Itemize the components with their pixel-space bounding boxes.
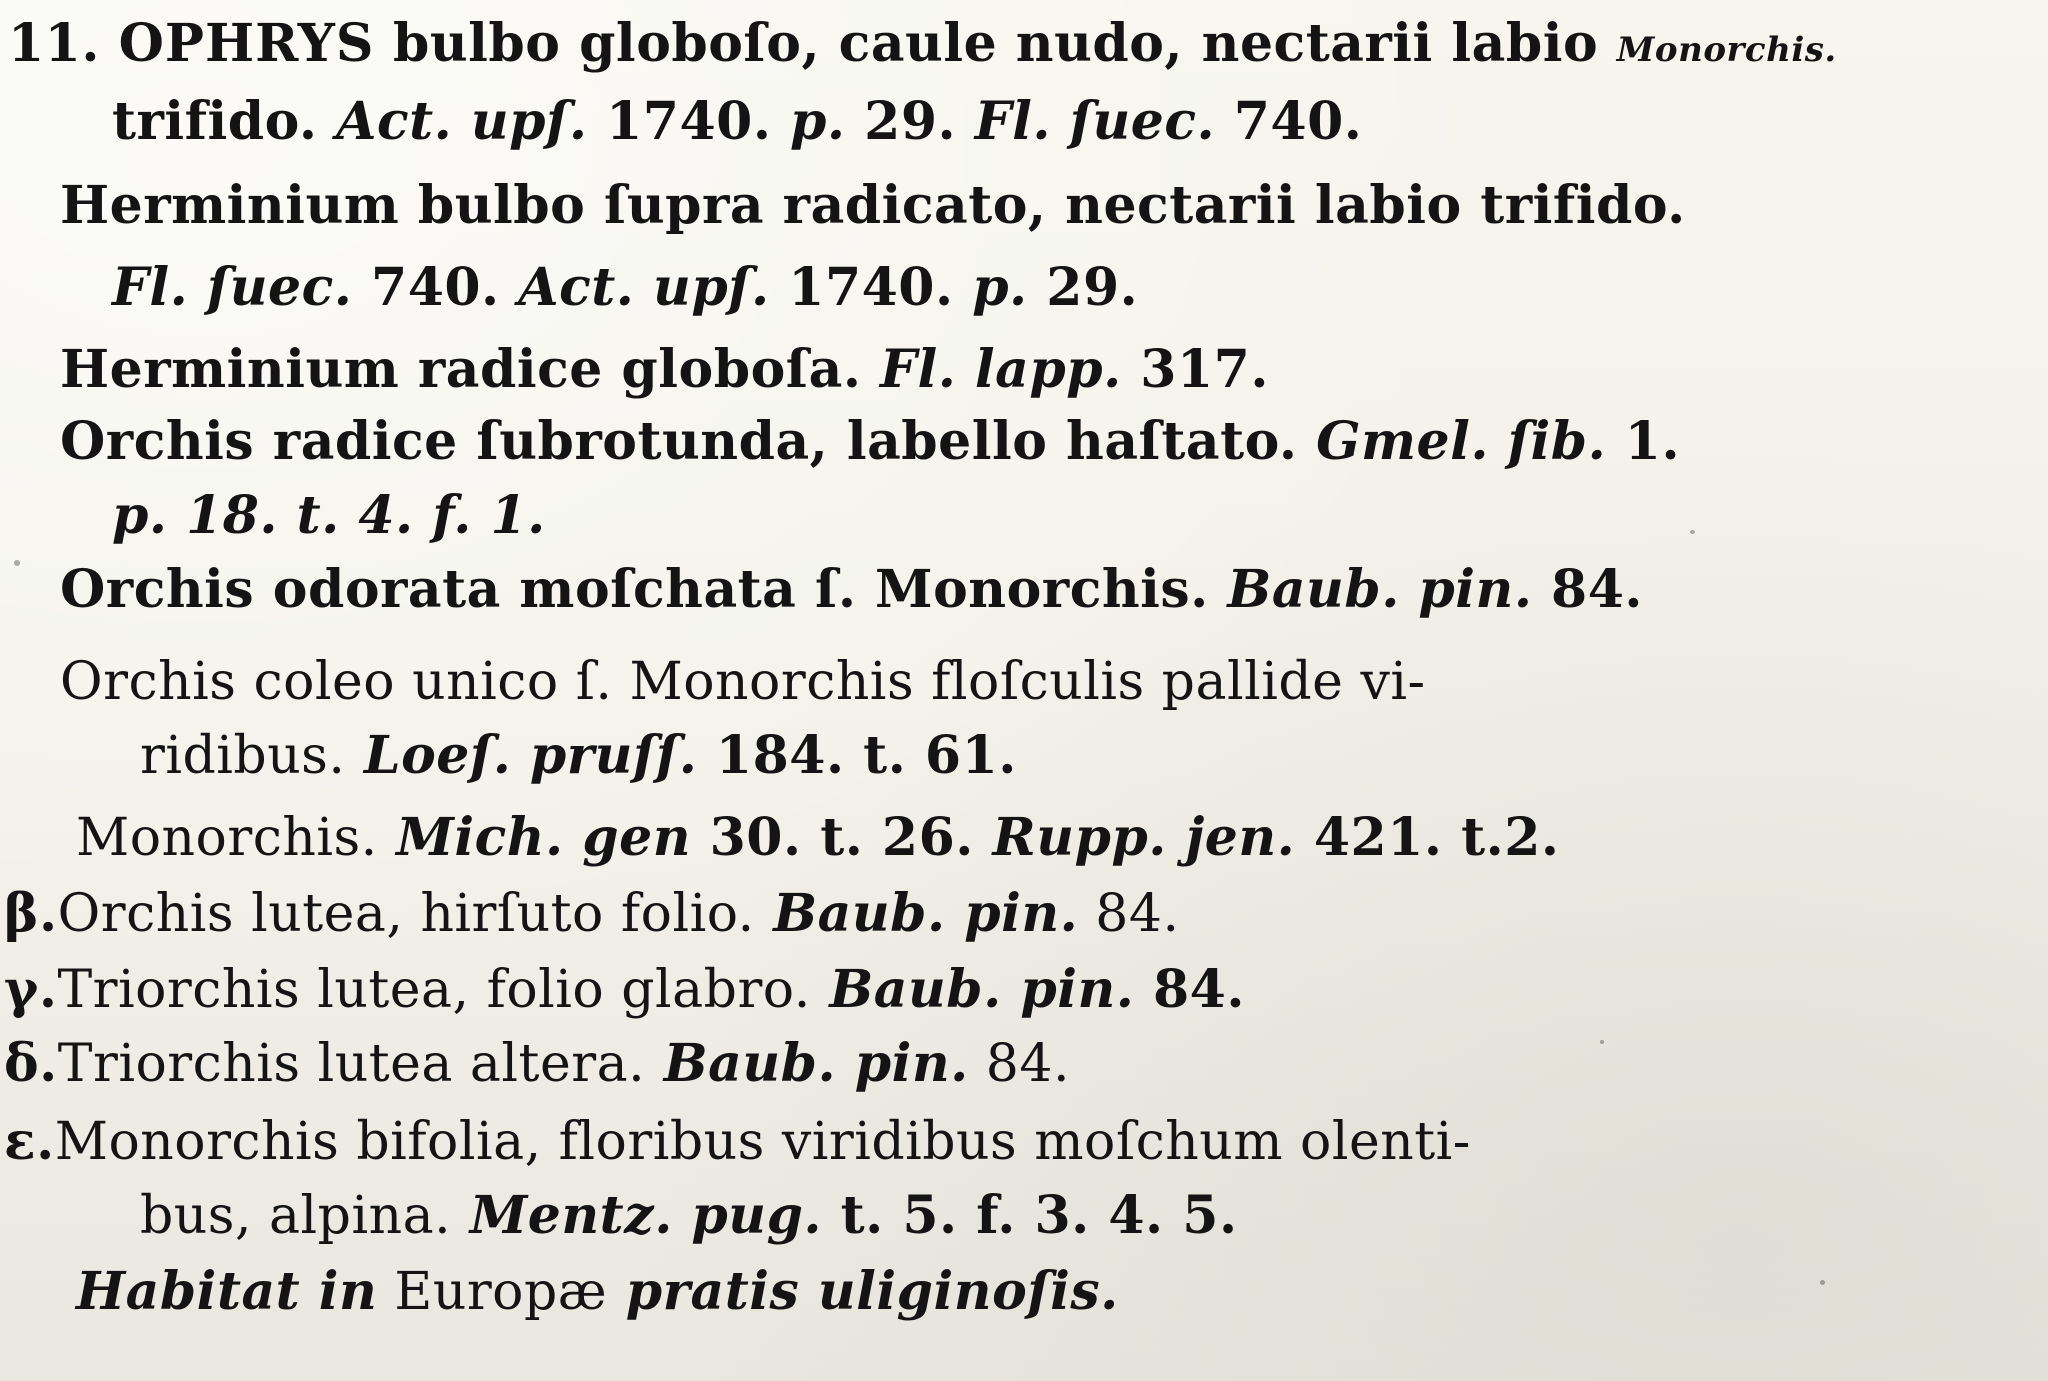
synonym-text: Orchis odorata moſchata ſ. Monorchis. <box>60 559 1209 620</box>
synonym-text: ridibus. <box>140 726 346 786</box>
ink-speck <box>1690 530 1695 534</box>
synonym-line <box>60 340 1269 400</box>
entry-genus: OPHRYS <box>118 13 375 74</box>
synonym-line <box>140 726 1017 786</box>
variety-line <box>4 884 1180 944</box>
entry-heading-line <box>8 14 1837 80</box>
synonym-num: 421. t.2. <box>1295 807 1560 868</box>
variety-line <box>4 1034 1070 1094</box>
variety-marker: ε. <box>4 1111 55 1172</box>
variety-ref: Baub. pin. <box>810 959 1135 1020</box>
variety-text: Monorchis bifolia, floribus viridibus moſchum olenti- <box>54 1112 1471 1172</box>
variety-marker: δ. <box>4 1033 58 1094</box>
entry-number: 11. <box>8 13 100 74</box>
entry-heading-line-2 <box>112 92 1362 152</box>
synonym-ref: p. 18. t. 4. f. 1. <box>112 485 546 546</box>
ink-speck <box>1600 1040 1604 1044</box>
variety-ref: Baub. pin. <box>645 1033 969 1094</box>
variety-num: t. 5. f. 3. 4. 5. <box>822 1185 1238 1246</box>
variety-text: bus, alpina. <box>140 1186 452 1246</box>
variety-text: Orchis lutea, hirſuto folio. <box>57 884 755 944</box>
ref-act-ups-year: 1740. <box>587 91 772 152</box>
synonym-ref: Fl. ſuec. <box>112 257 353 318</box>
synonym-num: 1. <box>1606 411 1681 472</box>
synonym-text: Herminium bulbo ſupra radicato, nectarii labio trifido. <box>60 175 1686 236</box>
synonym-num: 740. <box>352 257 500 318</box>
ref-act-ups-page: 29. <box>845 91 957 152</box>
synonym-num: 317. <box>1121 339 1269 400</box>
variety-text: Triorchis lutea altera. <box>57 1034 646 1094</box>
synonym-ref: Mich. gen <box>377 807 692 868</box>
synonym-ref: Gmel. ſib. <box>1297 411 1607 472</box>
habitat-region: Europæ <box>377 1262 608 1322</box>
ink-speck <box>14 560 20 566</box>
synonym-line <box>76 808 1560 868</box>
habitat-place: pratis uliginoſis. <box>607 1261 1119 1322</box>
synonym-text: Orchis radice ſubrotunda, labello haſtato. <box>60 411 1298 472</box>
synonym-line <box>60 652 1426 712</box>
synonym-num: 30. t. 26. <box>691 807 974 868</box>
variety-marker: β. <box>4 883 58 944</box>
synonym-ref: Loeſ. pruſſ. <box>345 725 698 786</box>
synonym-text: Herminium radice globoſa. <box>60 339 862 400</box>
entry-diagnosis: bulbo globoſo, caule nudo, nectarii labio <box>374 13 1599 74</box>
synonym-ref: p. <box>953 257 1028 318</box>
synonym-line <box>60 412 1680 472</box>
entry-diagnosis-cont: trifido. <box>112 91 318 152</box>
variety-num: 84. <box>1134 959 1245 1020</box>
synonym-line <box>60 176 1686 236</box>
variety-text: Triorchis lutea, folio glabro. <box>57 960 811 1020</box>
ref-fl-suec: Fl. ſuec. <box>956 91 1216 152</box>
synonym-ref: Fl. lapp. <box>861 339 1122 400</box>
synonym-ref: Act. upſ. <box>499 257 770 318</box>
variety-ref: Baub. pin. <box>754 883 1079 944</box>
synonym-ref: Rupp. jen. <box>973 807 1296 868</box>
ref-act-ups: Act. upſ. <box>336 91 588 152</box>
variety-ref: Mentz. pug. <box>451 1185 823 1246</box>
ref-fl-suec-num: 740. <box>1215 91 1363 152</box>
margin-name: Monorchis. <box>1616 30 1837 70</box>
variety-num: 84. <box>1078 884 1180 944</box>
synonym-line <box>60 560 1643 620</box>
habitat-line <box>76 1262 1119 1322</box>
synonym-num: 84. <box>1532 559 1644 620</box>
synonym-text: Monorchis. <box>76 808 378 868</box>
variety-line <box>4 960 1245 1020</box>
variety-line <box>4 1112 1471 1172</box>
synonym-text: Orchis coleo unico ſ. Monorchis floſculis pallide vi- <box>60 652 1426 712</box>
variety-num: 84. <box>968 1034 1070 1094</box>
synonym-num: 29. <box>1027 257 1139 318</box>
synonym-line <box>112 486 546 546</box>
variety-line <box>140 1186 1238 1246</box>
synonym-num: 1740. <box>769 257 954 318</box>
variety-marker: γ. <box>4 959 58 1020</box>
synonym-num: 184. t. 61. <box>697 725 1017 786</box>
synonym-ref: Baub. pin. <box>1208 559 1533 620</box>
ink-speck <box>1820 1280 1825 1285</box>
synonym-line <box>112 258 1138 318</box>
ref-act-ups-p: p. <box>771 91 846 152</box>
habitat-label: Habitat in <box>76 1261 378 1322</box>
